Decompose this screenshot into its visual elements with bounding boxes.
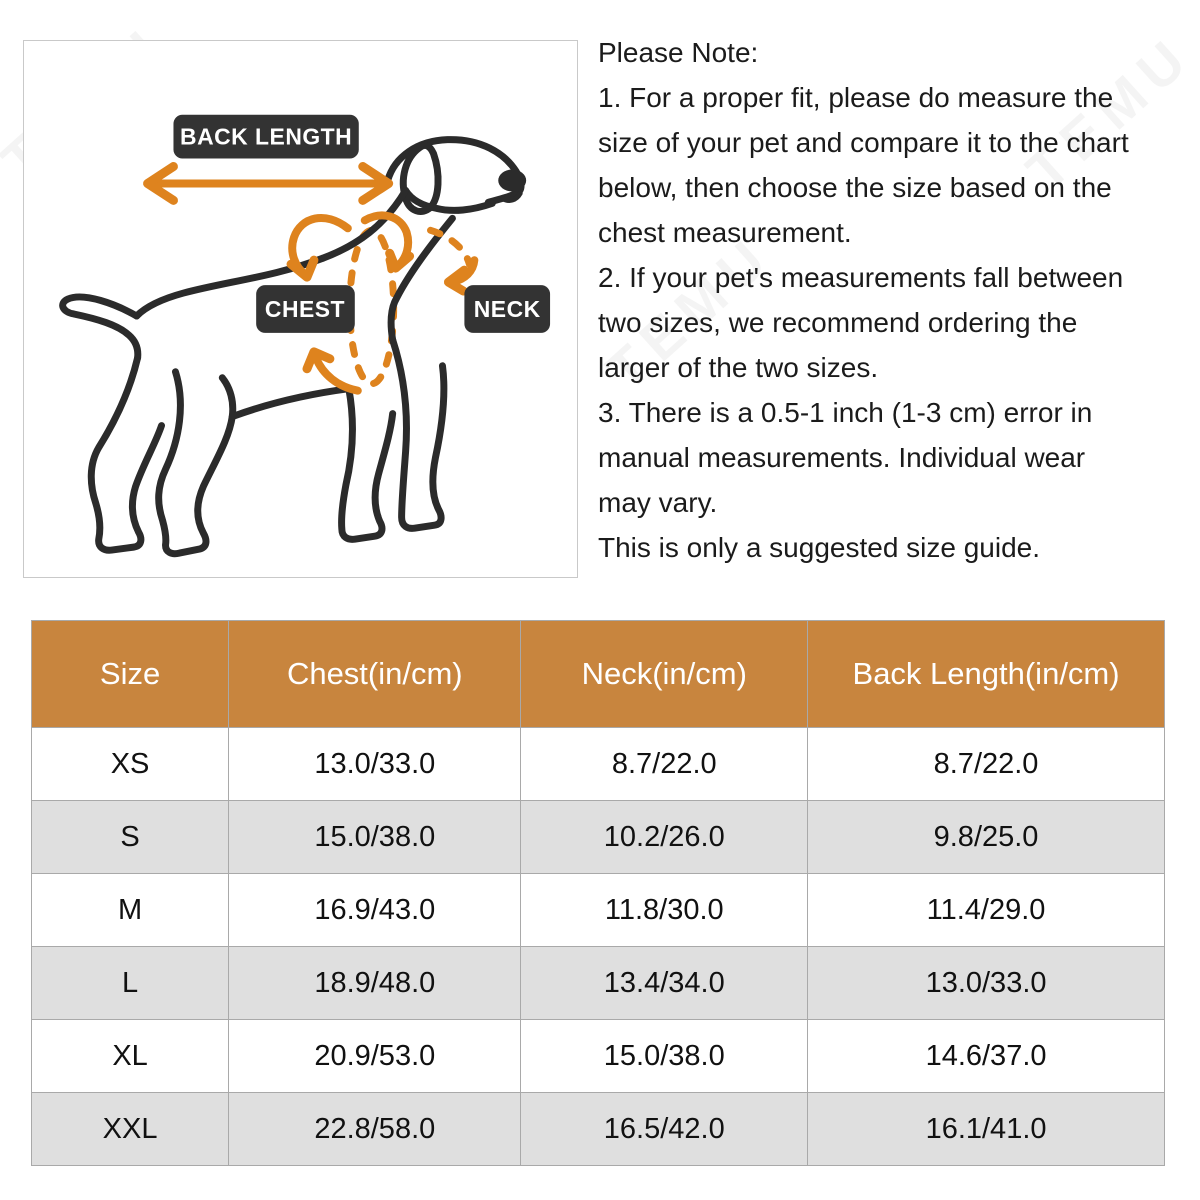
dog-tail [63,297,138,358]
dog-hind-leg-near [159,372,233,554]
measurement-cell: 18.9/48.0 [229,947,521,1020]
size-cell: L [32,947,229,1020]
note-line: may vary. [598,487,718,518]
size-table-header [32,621,1165,728]
neck-badge-label: NECK [473,295,541,322]
measurement-cell: 16.9/43.0 [229,874,521,947]
measurement-cell: 13.0/33.0 [808,947,1165,1020]
dog-front-leg-far [342,389,393,540]
note-line: 3. There is a 0.5-1 inch (1-3 cm) error in [598,397,1093,428]
dog-measurement-diagram [23,40,578,578]
table-row [32,1093,1165,1166]
note-line: below, then choose the size based on the [598,172,1112,203]
dog-nose [498,170,526,192]
measurement-cell: 11.4/29.0 [808,874,1165,947]
column-header: Back Length(in/cm) [808,621,1165,728]
note-line: manual measurements. Individual wear [598,442,1086,473]
header-row [32,621,1165,728]
table-row [32,728,1165,801]
dog-front-leg-near [393,340,444,528]
measurement-cell: 15.0/38.0 [229,801,521,874]
table-row [32,801,1165,874]
note-line: 2. If your pet's measurements fall between [598,262,1124,293]
measurement-cell: 15.0/38.0 [521,1020,808,1093]
dog-chest-front-line [391,218,452,340]
chest-badge-label: CHEST [264,295,346,322]
column-header: Chest(in/cm) [229,621,521,728]
note-line: 1. For a proper fit, please do measure the [598,82,1114,113]
back-length-badge-label: BACK LENGTH [180,123,353,150]
size-table [31,620,1165,1166]
table-row [32,947,1165,1020]
column-header: Neck(in/cm) [521,621,808,728]
table-row [32,1020,1165,1093]
chest-arrowhead-right [390,253,410,268]
measurement-cell: 13.4/34.0 [521,947,808,1020]
measurement-cell: 13.0/33.0 [229,728,521,801]
dog-hind-leg-far [91,358,161,550]
dog-belly-line [232,389,349,417]
note-line: larger of the two sizes. [598,352,879,383]
measurement-cell: 22.8/58.0 [229,1093,521,1166]
measurement-cell: 8.7/22.0 [808,728,1165,801]
measurement-cell: 16.1/41.0 [808,1093,1165,1166]
column-header: Size [32,621,229,728]
note-line: This is only a suggested size guide. [598,532,1041,563]
size-cell: M [32,874,229,947]
measurement-cell: 20.9/53.0 [229,1020,521,1093]
size-cell: S [32,801,229,874]
notes-block [598,30,1129,570]
note-line: chest measurement. [598,217,852,248]
measurement-cell: 14.6/37.0 [808,1020,1165,1093]
measurement-cell: 10.2/26.0 [521,801,808,874]
measurement-cell: 9.8/25.0 [808,801,1165,874]
size-cell: XXL [32,1093,229,1166]
chest-bottom-arrow [316,358,358,391]
note-line: Please Note: [598,37,759,68]
dog-jaw-line [406,190,493,210]
size-cell: XS [32,728,229,801]
measurement-cell: 8.7/22.0 [521,728,808,801]
note-line: size of your pet and compare it to the chart [598,127,1129,158]
size-cell: XL [32,1020,229,1093]
measurement-cell: 16.5/42.0 [521,1093,808,1166]
table-row [32,874,1165,947]
size-table-body [32,728,1165,1166]
neck-dashed-arc [431,230,470,264]
measurement-cell: 11.8/30.0 [521,874,808,947]
dog-diagram-svg [24,41,577,577]
note-line: two sizes, we recommend ordering the [598,307,1078,338]
